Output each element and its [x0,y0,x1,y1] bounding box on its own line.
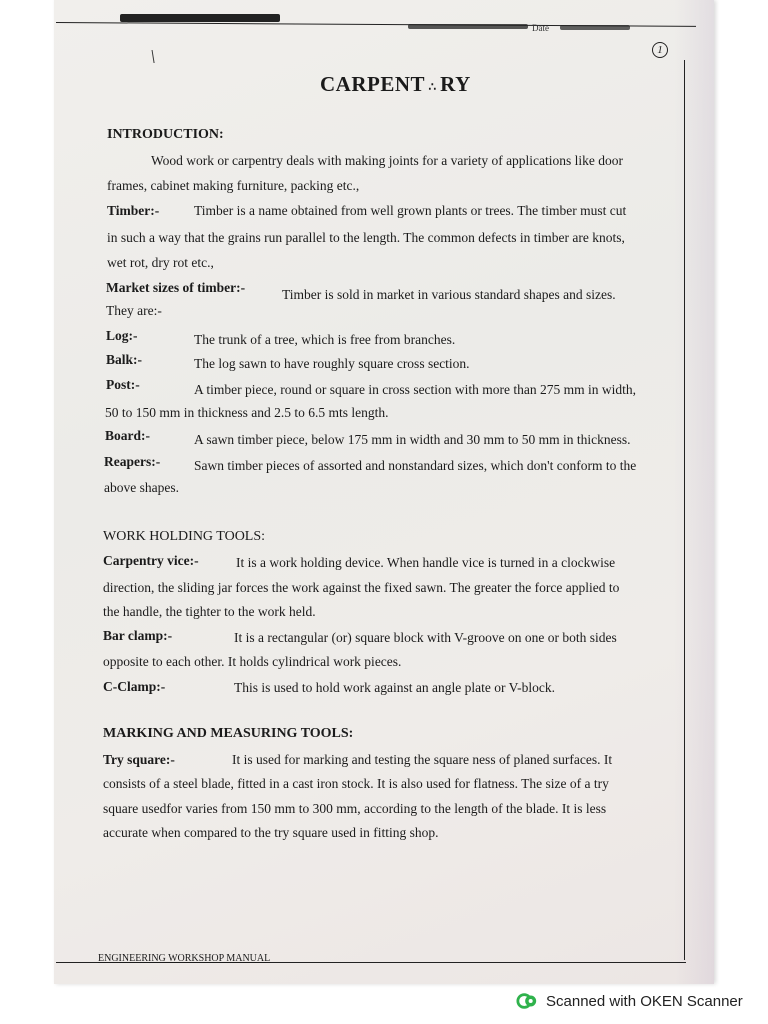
oken-scanner-logo-icon [516,990,538,1012]
section-heading: WORK HOLDING TOOLS: [103,529,266,544]
page-number: 1 [652,42,668,58]
section-heading: INTRODUCTION: [107,127,224,142]
paragraph-line: opposite to each other. It holds cylindrical work pieces. [103,654,402,669]
paragraph-line: the handle, the tighter to the work held. [103,604,316,619]
redacted-header-mark [120,14,280,22]
term: Log:- [106,328,138,343]
paragraph-line: in such a way that the grains run parallel to the length. The common defects in timber are knots, [107,230,625,245]
paragraph-line: This is used to hold work against an angle plate or V-block. [234,680,555,695]
term: C-Clamp:- [103,679,166,694]
redacted-header-mark [408,24,528,29]
title-smudge-icon: ∴ [425,80,441,94]
paragraph-line: The log sawn to have roughly square cross section. [194,356,470,371]
term: Market sizes of timber:- [106,280,246,295]
term: Reapers:- [104,454,161,469]
term: Try square:- [103,752,175,767]
term: Timber:- [107,203,160,218]
page-title [320,72,471,97]
paragraph-line: above shapes. [104,480,179,495]
term: Balk:- [106,352,143,367]
term: Post:- [106,377,140,392]
paragraph-line: The trunk of a tree, which is free from branches. [194,332,456,347]
paragraph-line: It is a work holding device. When handle vice is turned in a clockwise [236,555,616,570]
margin-rule [684,60,685,960]
date-label: Date [532,23,549,33]
paragraph-line: They are:- [106,303,162,318]
paragraph-line: frames, cabinet making furniture, packing etc., [107,178,360,193]
section-heading: MARKING AND MEASURING TOOLS: [103,726,354,741]
paragraph-line: It is a rectangular (or) square block with V-groove on one or both sides [234,630,617,645]
scanner-watermark-text: Scanned with OKEN Scanner [546,992,743,1010]
pen-scribble: \ [150,46,156,68]
paragraph-line: A sawn timber piece, below 175 mm in width and 30 mm to 50 mm in thickness. [194,432,631,447]
paragraph-line: A timber piece, round or square in cross section with more than 275 mm in width, [194,382,637,397]
paragraph-line: 50 to 150 mm in thickness and 2.5 to 6.5 mts length. [105,405,389,420]
term: Bar clamp:- [103,628,173,643]
paragraph-line: Timber is a name obtained from well grown plants or trees. The timber must cut [194,203,627,218]
paragraph-line: direction, the sliding jar forces the work against the fixed sawn. The greater the force applied to [103,580,620,595]
paragraph-line: square usedfor varies from 150 mm to 300 mm, according to the length of the blade. It is less [103,801,607,816]
term: Board:- [105,428,150,443]
scanner-watermark [516,990,743,1012]
paragraph-line: It is used for marking and testing the square ness of planed surfaces. It [232,752,613,767]
paragraph-line: accurate when compared to the try square used in fitting shop. [103,825,439,840]
paragraph-line: Timber is sold in market in various standard shapes and sizes. [282,287,616,302]
paragraph-line: wet rot, dry rot etc., [107,255,214,270]
redacted-header-mark [560,25,630,30]
paragraph-line: Wood work or carpentry deals with making joints for a variety of applications like door [151,153,624,168]
paragraph-line: Sawn timber pieces of assorted and nonstandard sizes, which don't conform to the [194,458,637,473]
footer-text: ENGINEERING WORKSHOP MANUAL [98,953,271,964]
paragraph-line: consists of a steel blade, fitted in a cast iron stock. It is also used for flatness. The size of a try [103,776,609,791]
title-part: CARPENT [320,72,426,96]
title-part: RY [440,72,471,96]
term: Carpentry vice:- [103,553,199,568]
